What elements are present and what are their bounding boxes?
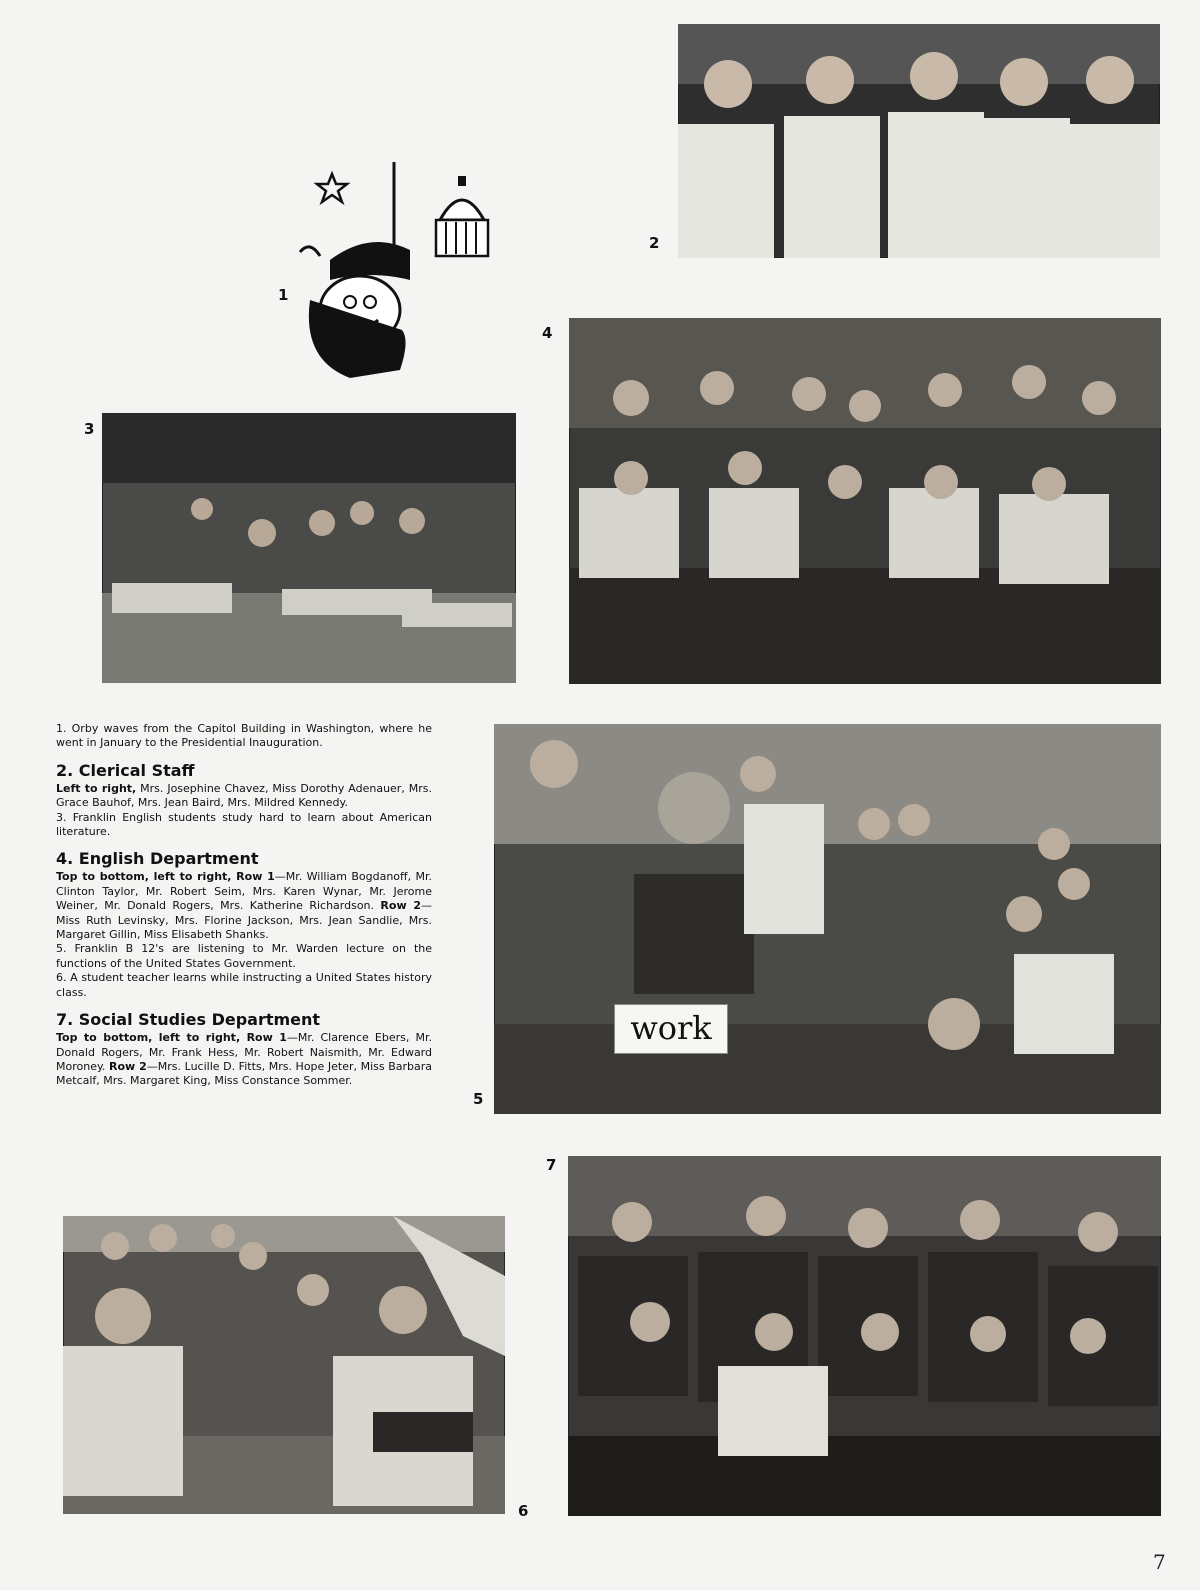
photo-4-english-department xyxy=(569,318,1161,684)
caption-5: 5. Franklin B 12's are listening to Mr. Warden lecture on the functions of the United States Government. xyxy=(56,942,432,970)
caption-4-text-1: —Mr. William Bogdanoff, Mr. Clinton Taylor, Mr. Robert Seim, Mrs. Karen Wynar, Mr. Jerome Weiner, Mr. Donald Rogers, Mrs. Katherine Richardson. xyxy=(56,870,432,913)
photo-number-3: 3 xyxy=(84,420,95,438)
page-number: 7 xyxy=(1153,1550,1166,1574)
caption-3: 3. Franklin English students study hard to learn about American literature. xyxy=(56,810,432,839)
caption-7-heading: 7. Social Studies Department xyxy=(56,1010,321,1030)
caption-7-text-2: —Mrs. Lucille D. Fitts, Mrs. Hope Jeter, Miss Barbara Metcalf, Mrs. Margaret King, Miss Constance Sommer. xyxy=(56,1059,432,1088)
caption-7 xyxy=(56,1031,432,1089)
caption-6: 6. A student teacher learns while instructing a United States history class. xyxy=(56,971,432,999)
photo-number-1: 1 xyxy=(278,286,289,304)
caption-4-text-2: —Miss Ruth Levinsky, Mrs. Florine Jackson, Mrs. Jean Sandlie, Mrs. Margaret Gillin, Miss Elisabeth Shanks. xyxy=(56,899,432,942)
photo-7-social-studies-department xyxy=(568,1156,1161,1516)
work-sign: work xyxy=(614,1004,728,1054)
caption-4-lead: Top to bottom, left to right, Row 1 xyxy=(56,870,275,884)
photo-5-government-lecture xyxy=(494,724,1161,1114)
caption-2 xyxy=(56,782,432,811)
caption-7-lead: Top to bottom, left to right, Row 1 xyxy=(56,1031,287,1045)
caption-7-text-1: —Mr. Clarence Ebers, Mr. Donald Rogers, Mr. Frank Hess, Mr. Robert Naismith, Mr. Edward Moroney. xyxy=(56,1031,432,1073)
photo-2-clerical-staff xyxy=(678,24,1160,258)
caption-1: 1. Orby waves from the Capitol Building in Washington, where he went in January to the Presidential Inauguration. xyxy=(56,722,432,750)
caption-2-heading: 2. Clerical Staff xyxy=(56,760,195,780)
photo-1-orby-cartoon xyxy=(290,160,510,390)
caption-4-row2: Row 2 xyxy=(380,899,421,913)
caption-7-row2: Row 2 xyxy=(109,1059,147,1073)
photo-number-5: 5 xyxy=(473,1090,484,1108)
photo-number-2: 2 xyxy=(649,234,660,252)
photo-number-4: 4 xyxy=(542,324,553,342)
photo-6-student-teacher xyxy=(63,1216,505,1514)
caption-4-heading: 4. English Department xyxy=(56,849,259,869)
caption-2-lead: Left to right, xyxy=(56,781,137,795)
photo-3-english-students xyxy=(102,413,516,683)
caption-2-text: Mrs. Josephine Chavez, Miss Dorothy Adenauer, Mrs. Grace Bauhof, Mrs. Jean Baird, Mrs. Mildred Kennedy. xyxy=(56,781,433,810)
caption-4 xyxy=(56,870,432,942)
photo-number-6: 6 xyxy=(518,1502,529,1520)
photo-number-7: 7 xyxy=(546,1156,557,1174)
orby-capitol-illustration xyxy=(290,160,510,390)
captions-block xyxy=(56,722,432,1089)
